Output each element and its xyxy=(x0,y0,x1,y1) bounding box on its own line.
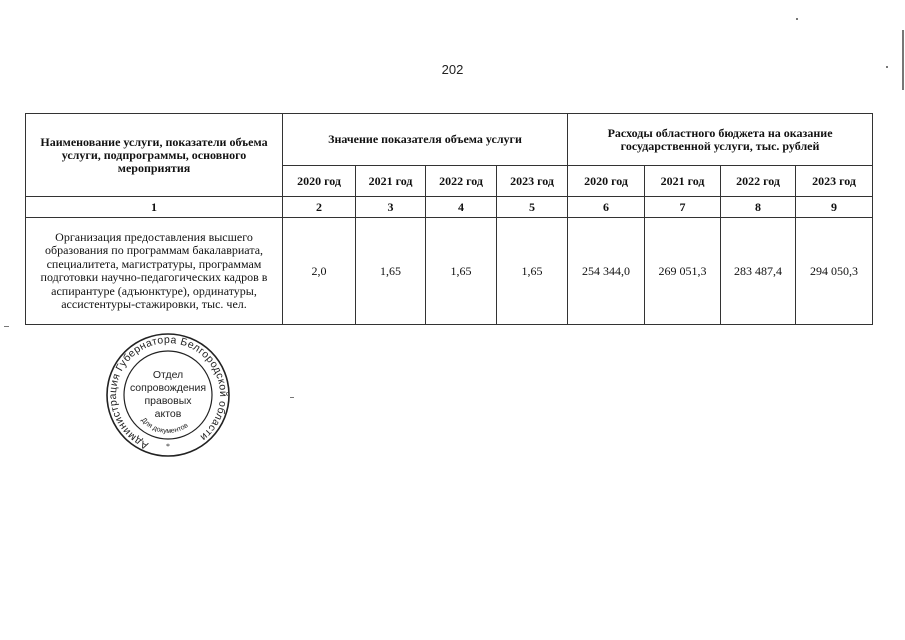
column-number-4: 4 xyxy=(426,197,497,218)
column-number-7: 7 xyxy=(645,197,721,218)
stamp-seal-icon xyxy=(100,333,236,458)
volume-2023-cell: 1,65 xyxy=(497,218,568,325)
scan-speck xyxy=(4,326,9,327)
header-year-expenses-2023: 2023 год xyxy=(796,166,873,197)
stamp-center-line-4: актов xyxy=(154,408,182,420)
header-year-volume-2023: 2023 год xyxy=(497,166,568,197)
volume-2021-cell: 1,65 xyxy=(356,218,426,325)
volume-2020-cell: 2,0 xyxy=(283,218,356,325)
scan-speck xyxy=(796,18,798,20)
header-year-volume-2020: 2020 год xyxy=(283,166,356,197)
service-name-cell: Организация предоставления высшего образования по программам бакалавриата, специалитета, магистратуры, программам подготовки научно-педагогических кадров в аспирантуре (адъюнктуре), ординатуры, ассистентуры-стажировки, тыс. чел. xyxy=(26,218,283,325)
page-number: 202 xyxy=(441,62,464,77)
column-number-row xyxy=(26,197,873,218)
expenses-2021-cell: 269 051,3 xyxy=(645,218,721,325)
scan-speck xyxy=(886,66,888,68)
table-row xyxy=(26,218,873,325)
stamp-star-icon: * xyxy=(166,442,170,451)
column-number-8: 8 xyxy=(721,197,796,218)
expenses-2020-cell: 254 344,0 xyxy=(568,218,645,325)
column-number-3: 3 xyxy=(356,197,426,218)
budget-table xyxy=(25,113,873,325)
header-year-volume-2022: 2022 год xyxy=(426,166,497,197)
header-year-expenses-2020: 2020 год xyxy=(568,166,645,197)
header-year-expenses-2022: 2022 год xyxy=(721,166,796,197)
column-number-6: 6 xyxy=(568,197,645,218)
header-name-column: Наименование услуги, показатели объема услуги, подпрограммы, основного мероприятия xyxy=(26,114,283,197)
column-number-2: 2 xyxy=(283,197,356,218)
column-number-5: 5 xyxy=(497,197,568,218)
expenses-2022-cell: 283 487,4 xyxy=(721,218,796,325)
stamp-center-line-3: правовых xyxy=(144,395,192,407)
stamp-outer-text: Администрация Губернатора Белгородской области xyxy=(106,333,230,452)
header-row-groups xyxy=(26,114,873,166)
scan-edge-mark xyxy=(902,30,904,90)
stamp-center-line-1: Отдел xyxy=(152,369,184,381)
header-year-volume-2021: 2021 год xyxy=(356,166,426,197)
column-number-1: 1 xyxy=(26,197,283,218)
header-group-volume: Значение показателя объема услуги xyxy=(283,114,568,166)
expenses-2023-cell: 294 050,3 xyxy=(796,218,873,325)
stamp-bottom-text: Для документов xyxy=(139,416,190,436)
volume-2022-cell: 1,65 xyxy=(426,218,497,325)
scan-speck xyxy=(290,397,294,398)
official-stamp xyxy=(100,333,236,458)
header-year-expenses-2021: 2021 год xyxy=(645,166,721,197)
column-number-9: 9 xyxy=(796,197,873,218)
stamp-center-line-2: сопровождения xyxy=(129,382,207,394)
header-group-expenses: Расходы областного бюджета на оказание государственной услуги, тыс. рублей xyxy=(568,114,873,166)
